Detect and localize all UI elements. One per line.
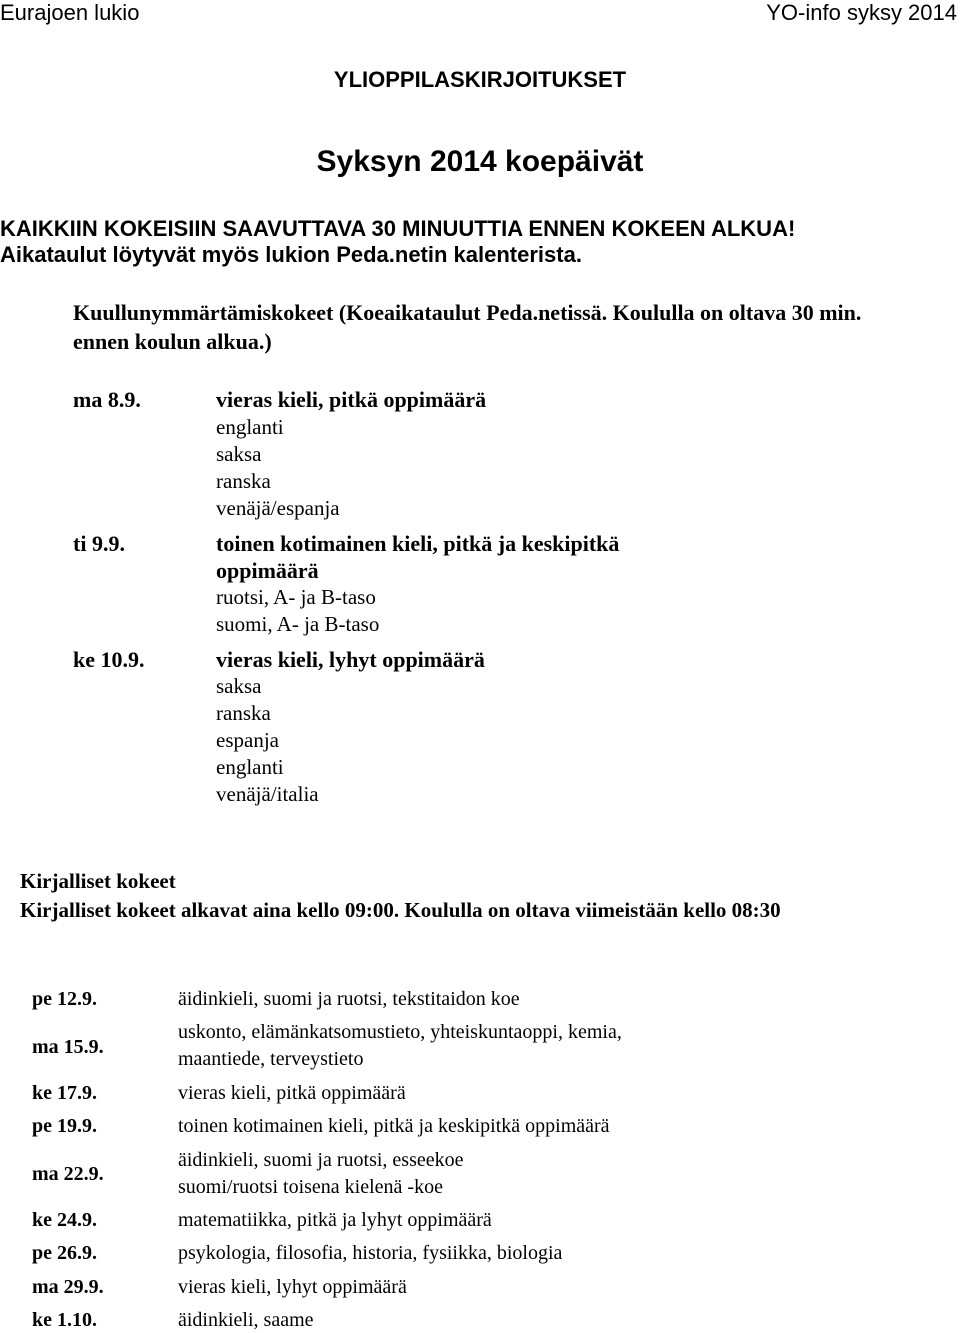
exam-subject: maantiede, terveystieto [178, 1048, 364, 1070]
exam-day: ma 22.9. [32, 1163, 104, 1185]
exam-day: ma 29.9. [32, 1276, 104, 1298]
listening-day: ti 9.9. [73, 531, 125, 556]
exam-subject: toinen kotimainen kieli, pitkä ja keskipitkä oppimäärä [178, 1115, 610, 1137]
listening-item: englanti [216, 415, 284, 439]
listening-item: englanti [216, 755, 284, 779]
written-note: Kirjalliset kokeet alkavat aina kello 09:00. Koululla on oltava viimeistään kello 08:30 [20, 898, 781, 922]
notice-calendar: Aikataulut löytyvät myös lukion Peda.netin kalenterista. [0, 242, 582, 267]
exam-day: ke 17.9. [32, 1082, 97, 1104]
header-doc-title: YO-info syksy 2014 [766, 0, 957, 25]
exam-subject: uskonto, elämänkatsomustieto, yhteiskuntaoppi, kemia, [178, 1021, 622, 1043]
page-title: YLIOPPILASKIRJOITUKSET [333, 67, 627, 92]
listening-item: venäjä/espanja [216, 496, 340, 520]
exam-subject: psykologia, filosofia, historia, fysiikka, biologia [178, 1242, 563, 1264]
exam-subject: äidinkieli, suomi ja ruotsi, esseekoe [178, 1149, 464, 1171]
listening-day: ke 10.9. [73, 647, 145, 672]
listening-item: espanja [216, 728, 279, 752]
listening-heading: oppimäärä [216, 558, 319, 583]
exam-subject: äidinkieli, saame [178, 1309, 314, 1331]
listening-day: ma 8.9. [73, 387, 141, 412]
exam-subject: äidinkieli, suomi ja ruotsi, tekstitaidon koe [178, 988, 520, 1010]
listening-item: suomi, A- ja B-taso [216, 612, 380, 636]
page-subtitle: Syksyn 2014 koepäivät [316, 145, 644, 178]
listening-item: ruotsi, A- ja B-taso [216, 585, 376, 609]
exam-day: ma 15.9. [32, 1036, 104, 1058]
exam-subject: matematiikka, pitkä ja lyhyt oppimäärä [178, 1209, 492, 1231]
exam-day: pe 26.9. [32, 1242, 97, 1264]
listening-item: venäjä/italia [216, 782, 319, 806]
exam-day: ke 24.9. [32, 1209, 97, 1231]
listening-heading: vieras kieli, lyhyt oppimäärä [216, 647, 485, 672]
listening-heading: toinen kotimainen kieli, pitkä ja keskipitkä [216, 531, 620, 556]
listening-item: saksa [216, 674, 262, 698]
listening-item: saksa [216, 442, 262, 466]
exam-subject: vieras kieli, lyhyt oppimäärä [178, 1276, 407, 1298]
listening-heading: vieras kieli, pitkä oppimäärä [216, 387, 487, 412]
exam-subject: vieras kieli, pitkä oppimäärä [178, 1082, 406, 1104]
header-school-name: Eurajoen lukio [0, 0, 140, 25]
listening-intro: Kuullunymmärtämiskokeet (Koeaikataulut Peda.netissä. Koululla on oltava 30 min. ennen koulun alkua.) [73, 300, 862, 354]
exam-day: pe 12.9. [32, 988, 97, 1010]
exam-day: pe 19.9. [32, 1115, 97, 1137]
notice-arrival: KAIKKIIN KOKEISIIN SAAVUTTAVA 30 MINUUTTIA ENNEN KOKEEN ALKUA! [0, 216, 796, 241]
listening-item: ranska [216, 701, 271, 725]
listening-item: ranska [216, 469, 271, 493]
written-heading: Kirjalliset kokeet [20, 869, 176, 893]
exam-subject: suomi/ruotsi toisena kielenä -koe [178, 1176, 443, 1198]
exam-day: ke 1.10. [32, 1309, 97, 1331]
